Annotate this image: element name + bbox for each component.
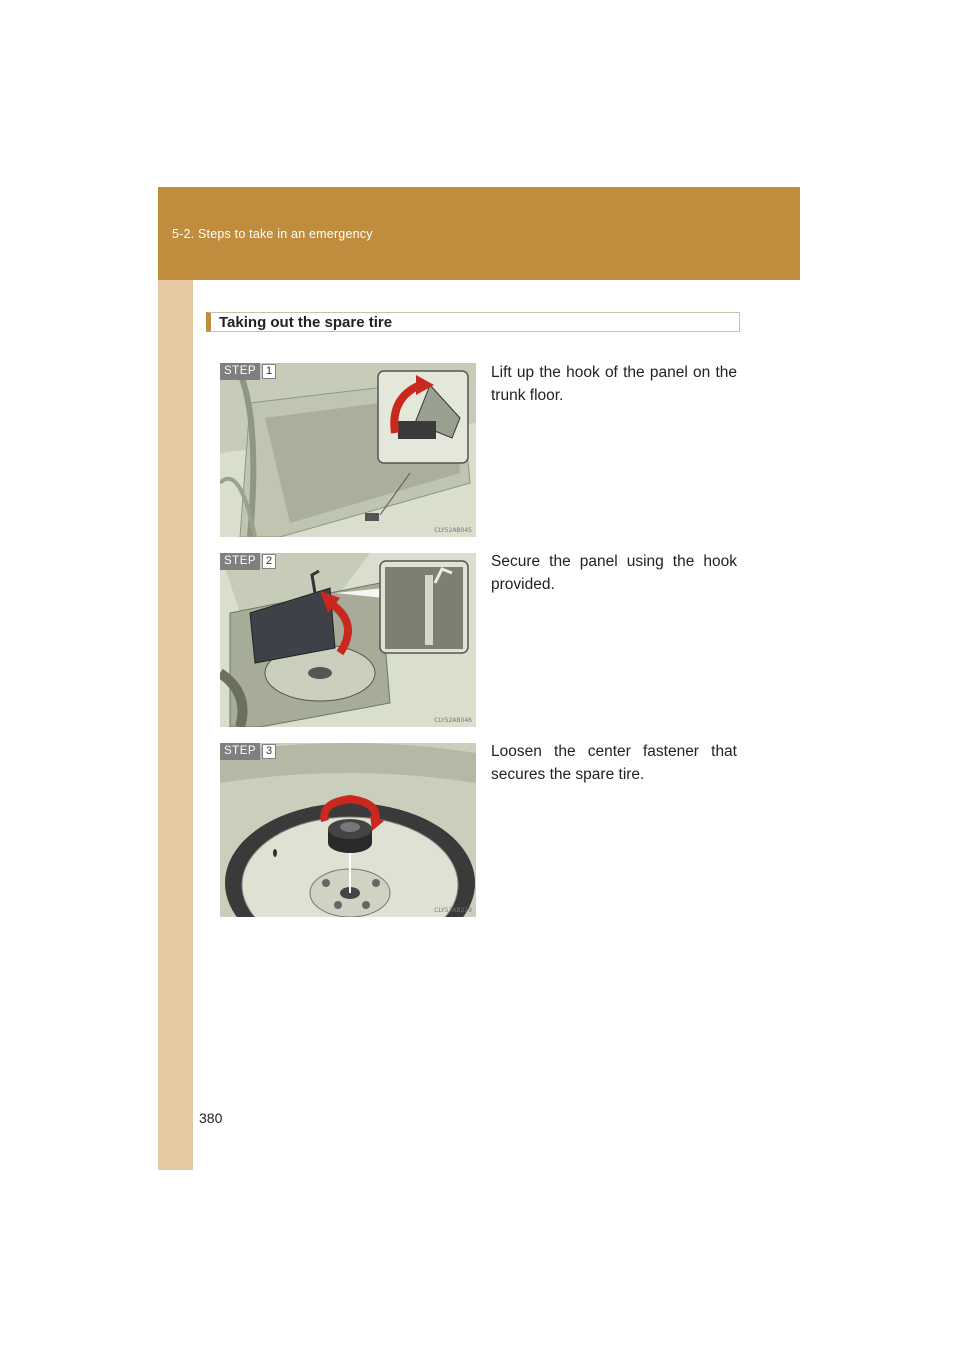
trunk-open-illustration	[220, 363, 476, 537]
step-2-badge	[220, 553, 276, 570]
page-number: 380	[199, 1110, 223, 1126]
spare-tire-fastener-illustration	[220, 743, 476, 917]
step-2-illustration	[220, 553, 476, 727]
step-3-illustration	[220, 743, 476, 917]
chapter-header-band	[158, 187, 800, 280]
step-label: STEP	[220, 553, 260, 570]
breadcrumb: 5-2. Steps to take in an emergency	[172, 227, 373, 241]
image-code: CLY52AB229	[434, 907, 472, 914]
step-1-text: Lift up the hook of the panel on the trunk floor.	[491, 364, 737, 404]
section-title: Taking out the spare tire	[219, 314, 393, 331]
step-label: STEP	[220, 363, 260, 380]
step-label: STEP	[220, 743, 260, 760]
image-code: CLY52AB046	[434, 717, 472, 724]
step-number: 3	[262, 744, 276, 759]
side-margin-band	[158, 280, 193, 1170]
step-1-illustration	[220, 363, 476, 537]
step-number: 2	[262, 554, 276, 569]
section-heading	[206, 312, 740, 332]
step-2-text: Secure the panel using the hook provided.	[491, 553, 737, 593]
image-code: CLY52AB045	[434, 527, 472, 534]
step-3-text: Loosen the center fastener that secures the spare tire.	[491, 743, 737, 783]
step-number: 1	[262, 364, 276, 379]
panel-hook-illustration	[220, 553, 476, 727]
step-1-badge	[220, 363, 276, 380]
step-3-badge	[220, 743, 276, 760]
